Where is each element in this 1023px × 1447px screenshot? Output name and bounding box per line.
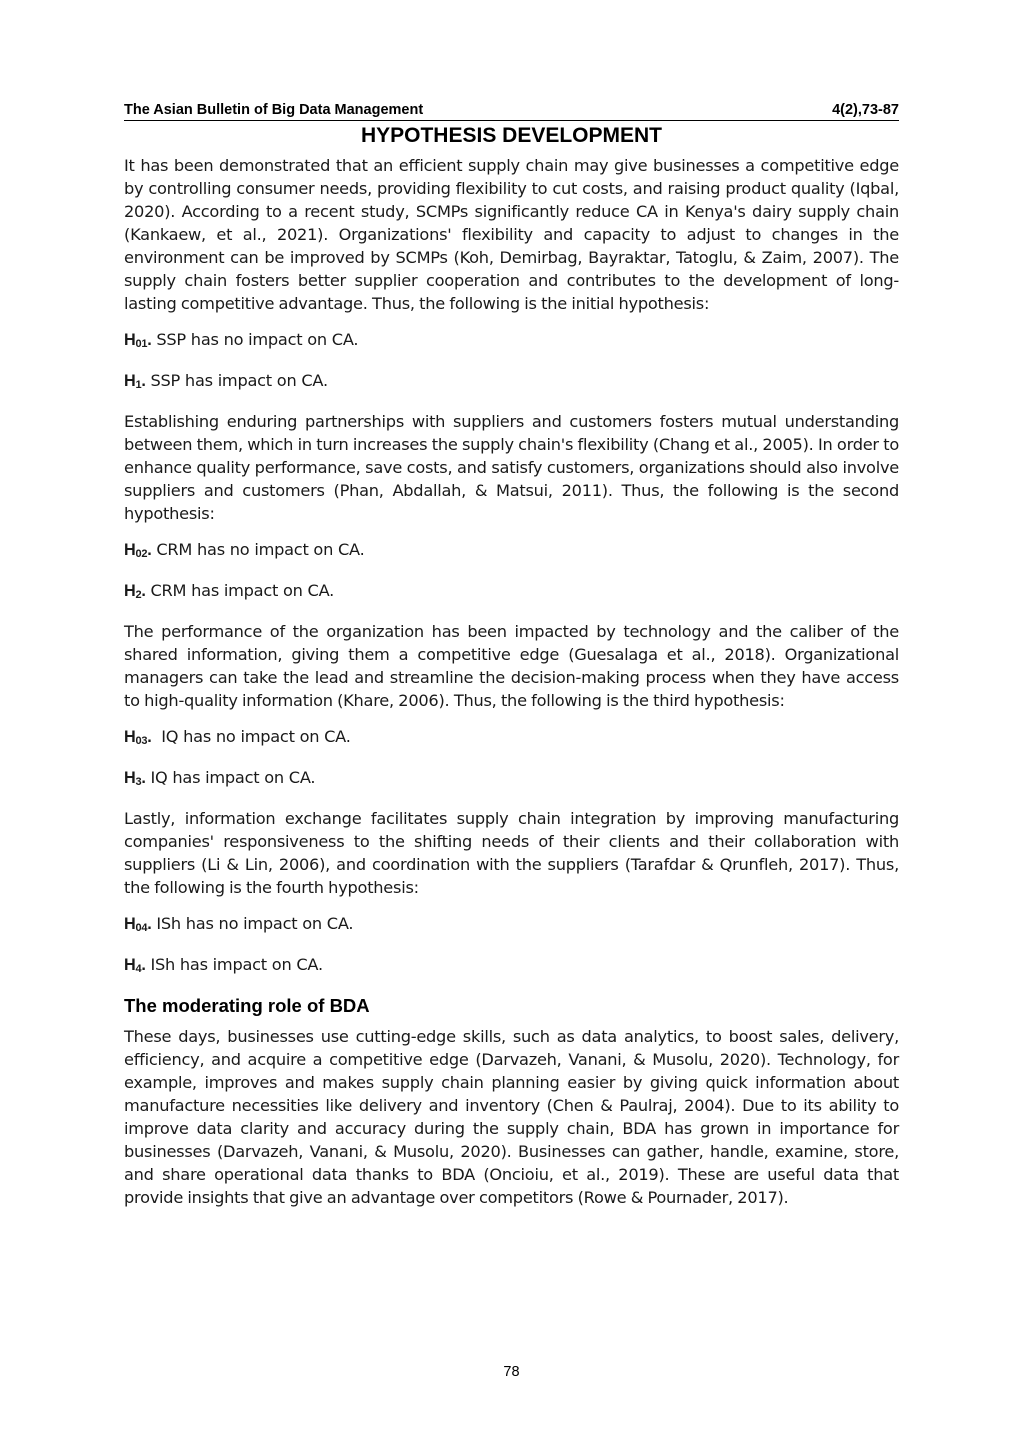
journal-title: The Asian Bulletin of Big Data Management [124,102,424,118]
hypothesis-text: CRM has no impact on CA. [151,540,365,559]
section-heading: HYPOTHESIS DEVELOPMENT [360,124,663,147]
hypothesis-text: SSP has impact on CA. [145,371,328,390]
hypothesis-text: CRM has impact on CA. [145,581,335,600]
hypothesis-code: $H_3$. [124,769,146,788]
issue-pages: 4(2),73-87 [832,102,899,118]
hypothesis-text: IQ has no impact on CA. [151,727,351,746]
hypothesis-h1 [124,369,899,397]
page-number: 78 [503,1364,520,1380]
hypothesis-code: $H_1$. [124,372,146,391]
hypothesis-code: $H_4$. [124,956,146,975]
running-header [124,102,899,121]
hypothesis-h02 [124,538,899,566]
hypothesis-h2 [124,579,899,607]
hypothesis-code: $H_{02}$. [124,541,152,560]
paragraph-3: The performance of the organization has been impacted by technology and the caliber of the shared information, giving them a competitive edge (Guesalaga et al., 2018). Organizational managers can take the lead and streamline the decision-making process when they have access to high-quality information (Khare, 2006). Thus, the following is the third hypothesis: [124,622,899,710]
hypothesis-code: $H_{01}$. [124,331,152,350]
hypothesis-text: ISh has no impact on CA. [151,914,354,933]
hypothesis-h04 [124,912,899,940]
paragraph-5: These days, businesses use cutting-edge skills, such as data analytics, to boost sales, delivery, efficiency, and acquire a competitive edge (Darvazeh, Vanani, & Musolu, 2020). Technology, for example, improves and makes supply chain planning easier by giving quick information about manufacture necessities like delivery and inventory (Chen & Paulraj, 2004). Due to its ability to improve data clarity and accuracy during the supply chain, BDA has grown in importance for businesses (Darvazeh, Vanani, & Musolu, 2020). Businesses can gather, handle, examine, store, and share operational data thanks to BDA (Oncioiu, et al., 2019). These are useful data that provide insights that give an advantage over competitors (Rowe & Pournader, 2017). [124,1027,899,1207]
hypothesis-h03 [124,725,899,753]
hypothesis-text: SSP has no impact on CA. [151,330,359,349]
hypothesis-code: $H_{03}$. [124,728,152,747]
paragraph-2: Establishing enduring partnerships with suppliers and customers fosters mutual understanding between them, which in turn increases the supply chain's flexibility (Chang et al., 2005). In order to enhance quality performance, save costs, and satisfy customers, organizations should also involve suppliers and customers (Phan, Abdallah, & Matsui, 2011). Thus, the following is the second hypothesis: [124,412,899,523]
hypothesis-code: $H_{04}$. [124,915,152,934]
hypothesis-text: IQ has impact on CA. [145,768,316,787]
subsection-heading: The moderating role of BDA [124,995,370,1016]
page-body [124,102,899,1209]
hypothesis-code: $H_2$. [124,582,146,601]
hypothesis-text: ISh has impact on CA. [145,955,323,974]
paragraph-1: It has been demonstrated that an efficient supply chain may give businesses a competitive edge by controlling consumer needs, providing flexibility to cut costs, and raising product quality (Iqbal, 2020). According to a recent study, SCMPs significantly reduce CA in Kenya's dairy supply chain (Kankaew, et al., 2021). Organizations' flexibility and capacity to adjust to changes in the environment can be improved by SCMPs (Koh, Demirbag, Bayraktar, Tatoglu, & Zaim, 2007). The supply chain fosters better supplier cooperation and contributes to the development of long-lasting competitive advantage. Thus, the following is the initial hypothesis: [124,156,899,313]
paragraph-4: Lastly, information exchange facilitates supply chain integration by improving manufacturing companies' responsiveness to the shifting needs of their clients and their collaboration with suppliers (Li & Lin, 2006), and coordination with the suppliers (Tarafdar & Qrunfleh, 2017). Thus, the following is the fourth hypothesis: [124,809,899,897]
hypothesis-h3 [124,766,899,794]
hypothesis-h01 [124,328,899,356]
hypothesis-h4 [124,953,899,981]
